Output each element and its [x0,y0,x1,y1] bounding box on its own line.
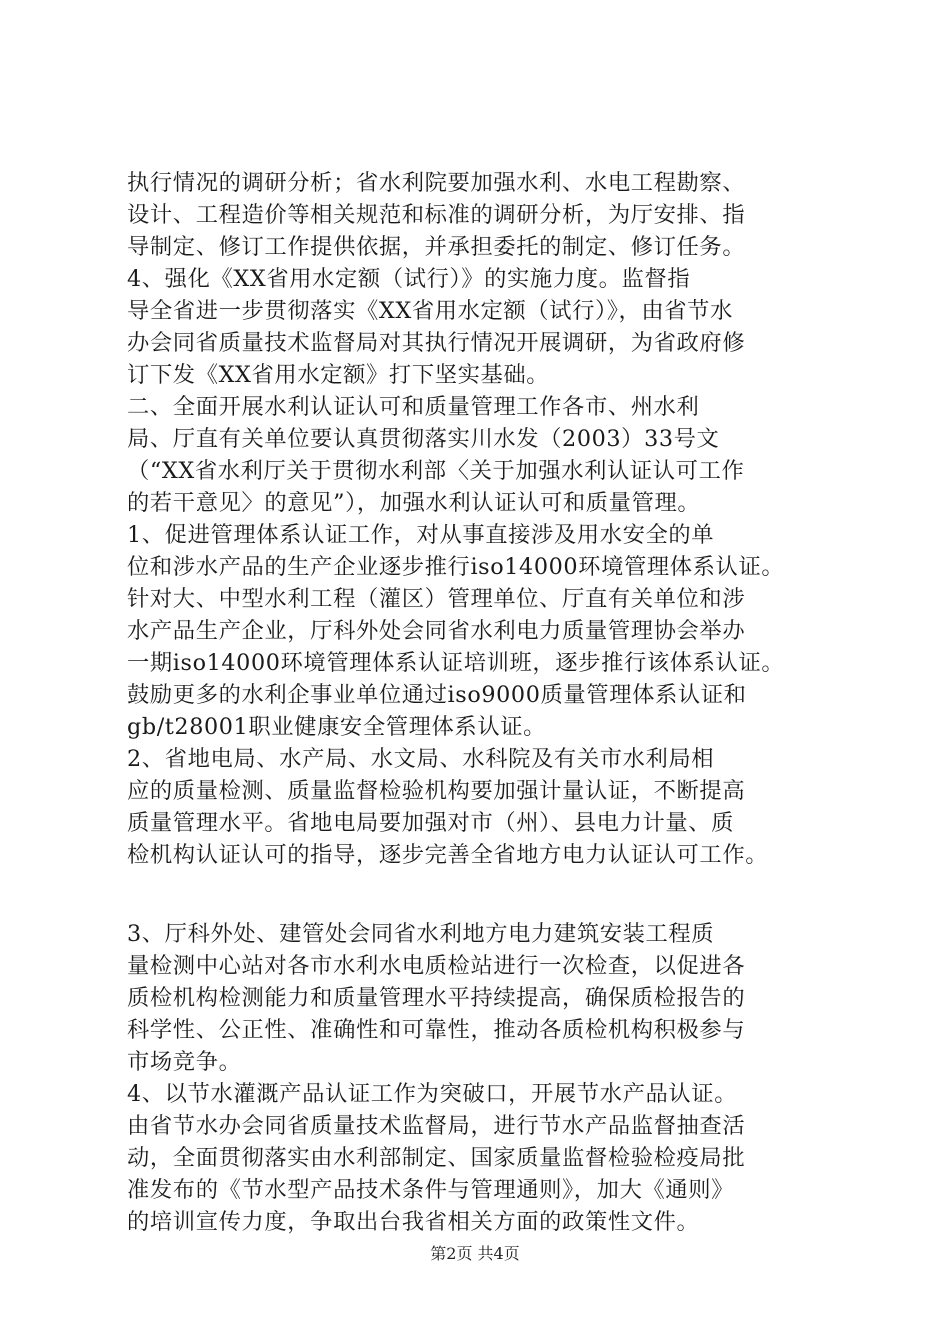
text-line: 量检测中心站对各市水利水电质检站进行一次检查，以促进各 [127,953,746,979]
text-line: 的培训宣传力度，争取出台我省相关方面的政策性文件。 [127,1209,700,1235]
text-line: 针对大、中型水利工程（灌区）管理单位、厅直有关单位和涉 [127,586,746,612]
paragraph-spacer [127,871,843,918]
text-line: 导全省进一步贯彻落实《XX省用水定额（试行）》，由省节水 [127,298,733,324]
text-line: 一期iso14000环境管理体系认证培训班，逐步推行该体系认证。 [127,650,785,676]
text-line: 4、强化《XX省用水定额（试行）》的实施力度。监督指 [127,266,691,292]
text-line: 3、厅科外处、建管处会同省水利地方电力建筑安装工程质 [127,921,715,947]
text-line: 办会同省质量技术监督局对其执行情况开展调研，为省政府修 [127,330,746,356]
page-number-footer: 第2页 共4页 [430,1244,520,1263]
text-line: 执行情况的调研分析；省水利院要加强水利、水电工程勘察、 [127,170,746,196]
text-line: 订下发《XX省用水定额》打下坚实基础。 [127,362,550,388]
text-line: 应的质量检测、质量监督检验机构要加强计量认证，不断提高 [127,778,746,804]
text-line: 2、省地电局、水产局、水文局、水科院及有关市水利局相 [127,746,715,772]
text-line: 局、厅直有关单位要认真贯彻落实川水发（2003）33号文 [127,426,720,452]
paragraph-4 [127,519,843,743]
document-body [127,167,843,1238]
text-line: 位和涉水产品的生产企业逐步推行iso14000环境管理体系认证。 [127,554,785,580]
paragraph-1 [127,167,843,263]
paragraph-5 [127,743,843,871]
text-line: 科学性、公正性、准确性和可靠性，推动各质检机构积极参与 [127,1017,746,1043]
text-line: 设计、工程造价等相关规范和标准的调研分析，为厅安排、指 [127,202,746,228]
text-line: 市场竞争。 [127,1049,242,1075]
paragraph-2 [127,263,843,391]
text-line: 鼓励更多的水利企事业单位通过iso9000质量管理体系认证和 [127,682,747,708]
text-line: 导制定、修订工作提供依据，并承担委托的制定、修订任务。 [127,234,746,260]
text-line: 水产品生产企业，厅科外处会同省水利电力质量管理协会举办 [127,618,746,644]
text-line: 1、促进管理体系认证工作，对从事直接涉及用水安全的单 [127,522,715,548]
text-line: （“XX省水利厅关于贯彻水利部〈关于加强水利认证认可工作 [127,458,745,484]
paragraph-3 [127,391,843,519]
paragraph-7 [127,1078,843,1238]
text-line: 准发布的《节水型产品技术条件与管理通则》，加大《通则》 [127,1177,735,1203]
text-line: 动，全面贯彻落实由水利部制定、国家质量监督检验检疫局批 [127,1145,746,1171]
text-line: 的若干意见〉的意见”），加强水利认证认可和质量管理。 [127,490,701,516]
paragraph-6 [127,918,843,1078]
text-line: 质量管理水平。省地电局要加强对市（州）、县电力计量、质 [127,810,735,836]
text-line: 由省节水办会同省质量技术监督局，进行节水产品监督抽查活 [127,1113,746,1139]
text-line: 检机构认证认可的指导，逐步完善全省地方电力认证认可工作。 [127,842,769,868]
text-line: 4、以节水灌溉产品认证工作为突破口，开展节水产品认证。 [127,1081,738,1107]
text-line: 二、全面开展水利认证认可和质量管理工作各市、州水利 [127,394,700,420]
text-line: 质检机构检测能力和质量管理水平持续提高，确保质检报告的 [127,985,746,1011]
text-line: gb/t28001职业健康安全管理体系认证。 [127,714,547,740]
